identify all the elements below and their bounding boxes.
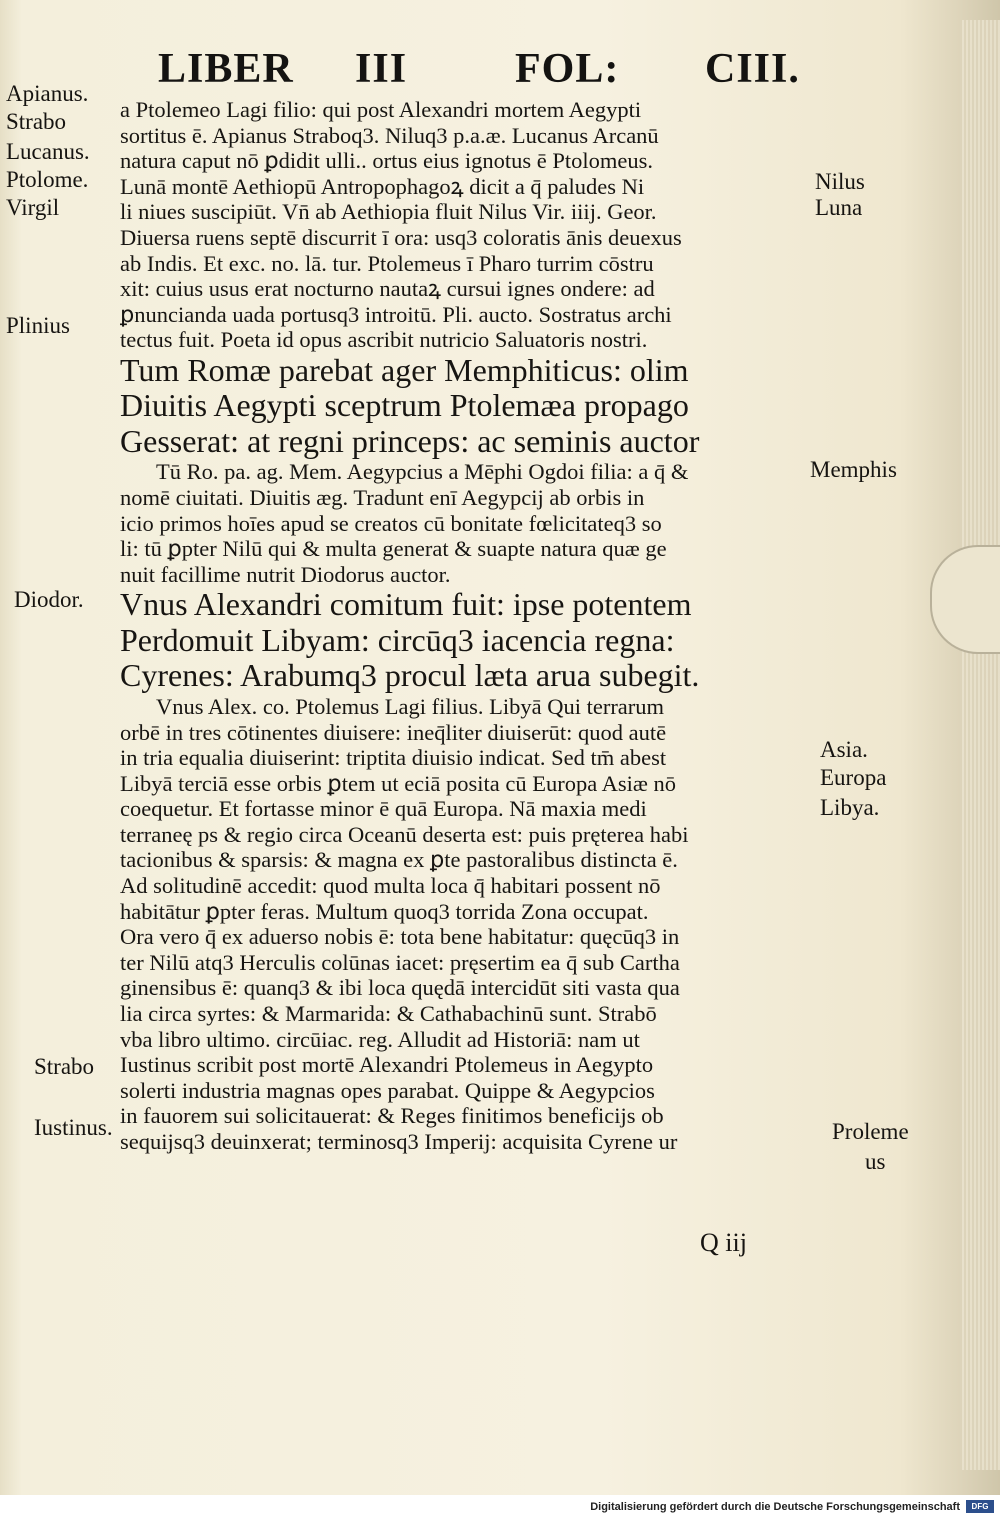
- text-line: xit: cuius usus erat nocturno nautaꝝ cursui ignes ondere: ad: [120, 276, 655, 302]
- footer-text: Digitalisierung gefördert durch die Deutsche Forschungsgemeinschaft: [590, 1501, 960, 1513]
- main-text: [120, 97, 820, 1155]
- margin-note-strabo: Strabo: [6, 109, 67, 134]
- digitization-footer: [0, 1495, 1000, 1520]
- margin-note-europa: Europa: [820, 765, 887, 790]
- text-line: tacionibus & sparsis: & magna ex ꝑte pastoralibus distincta ē.: [120, 847, 678, 873]
- margin-note-asia: Asia.: [820, 737, 868, 762]
- text-line: li niues suscipiūt. Vn̄ ab Aethiopia fluit Nilus Vir. iiij. Geor.: [120, 199, 657, 225]
- text-line: solerti industria magnas opes parabat. Quippe & Aegypcios: [120, 1077, 655, 1103]
- verse-line: Gesserat: at regni princeps: ac seminis auctor: [120, 423, 700, 459]
- text-line: lia circa syrtes: & Marmarida: & Cathabachinū sunt. Strabō: [120, 1001, 657, 1027]
- margin-note-proleme: Proleme: [832, 1119, 909, 1144]
- text-line: icio primos hoīes apud se creatos cū bonitate fœlicitateq3 so: [120, 510, 662, 536]
- text-line: Iustinus scribit post mortē Alexandri Ptolemeus in Aegypto: [120, 1052, 654, 1078]
- text-line: li: tū ꝑpter Nilū qui & multa generat & suapte natura quæ ge: [120, 536, 667, 562]
- margin-note-plinius: Plinius: [6, 313, 70, 338]
- margin-note-libya: Libya.: [820, 795, 880, 820]
- header-liber: LIBER: [158, 46, 294, 92]
- text-line: tectus fuit. Poeta id opus ascribit nutricio Saluatoris nostri.: [120, 327, 648, 353]
- text-line: vba libro ultimo. circūiac. reg. Alludit ad Historiā: nam ut: [120, 1026, 640, 1052]
- verse-line: Perdomuit Libyam: circūq3 iacencia regna:: [120, 622, 675, 658]
- running-head: [0, 45, 1000, 101]
- text-line: ab Indis. Et exc. no. lā. tur. Ptolemeus ī Pharo turrim cōstru: [120, 250, 654, 276]
- margin-note-us: us: [865, 1149, 886, 1174]
- verse-line: Cyrenes: Arabumq3 procul læta arua subegit.: [120, 658, 700, 694]
- verse-line: Diuitis Aegypti sceptrum Ptolemæa propago: [120, 388, 689, 424]
- header-folio-number: CIII.: [705, 46, 800, 92]
- text-line: nomē ciuitati. Diuitis æg. Tradunt enī Aegypcij ab orbis in: [120, 485, 645, 511]
- dfg-logo-icon: DFG: [966, 1500, 994, 1513]
- text-line: ginensibus ē: quanq3 & ibi loca quędā intercidūt siti vasta qua: [120, 975, 680, 1001]
- text-line: natura caput nō ꝑdidit ulli.. ortus eius ignotus ē Ptolomeus.: [120, 148, 653, 174]
- text-line: ꝑnuncianda uada portusq3 introitū. Pli. aucto. Sostratus archi: [120, 301, 672, 327]
- page-edge: [960, 20, 1000, 1470]
- text-line: sortitus ē. Apianus Straboq3. Niluq3 p.a.æ. Lucanus Arcanū: [120, 122, 659, 148]
- bookmark-tab: [930, 545, 1000, 654]
- text-line: ter Nilū atq3 Herculis colūnas iacet: pręsertim ea q̄ sub Cartha: [120, 949, 680, 975]
- margin-note-ptolome: Ptolome.: [6, 167, 89, 192]
- verse-line: Vnus Alexandri comitum fuit: ipse potentem: [120, 587, 692, 623]
- margin-note-iustinus: Iustinus.: [34, 1115, 113, 1140]
- header-fol: FOL:: [515, 46, 620, 92]
- text-line: Diuersa ruens septē discurrit ī ora: usq3 coloratis ānis deuexus: [120, 224, 682, 250]
- margin-note-strabo-2: Strabo: [34, 1054, 95, 1079]
- text-line: Libyā terciā esse orbis ꝑtem ut eciā posita cū Europa Asiæ nō: [120, 770, 677, 796]
- text-line: a Ptolemeo Lagi filio: qui post Alexandri mortem Aegypti: [120, 97, 642, 122]
- margin-note-diodor: Diodor.: [14, 587, 84, 612]
- text-line: habitātur ꝑpter feras. Multum quoq3 torrida Zona occupat.: [120, 898, 649, 924]
- header-book-number: III: [355, 46, 408, 92]
- text-line: Tū Ro. pa. ag. Mem. Aegypcius a Mēphi Ogdoi filia: a q̄ &: [156, 459, 689, 485]
- text-line: coequetur. Et fortasse minor ē quā Europa. Nā maxia medi: [120, 796, 647, 822]
- text-line: Ora vero q̄ ex aduerso nobis ē: tota bene habitatur: quęcūq3 in: [120, 924, 680, 950]
- catchword: Q iij: [700, 1228, 747, 1257]
- text-line: nuit facillime nutrit Diodorus auctor.: [120, 561, 451, 587]
- text-line: Lunā montē Aethiopū Antropophagoꝝ dicit a q̄ paludes Ni: [120, 173, 645, 199]
- margin-note-virgil: Virgil: [6, 195, 60, 220]
- text-line: orbē in tres cōtinentes diuisere: ineq̄liter diuiserūt: quod autē: [120, 719, 667, 745]
- text-line: Ad solitudinē accedit: quod multa loca q̄ habitari possent nō: [120, 873, 661, 899]
- verse-line: Tum Romæ parebat ager Memphiticus: olim: [120, 352, 689, 388]
- text-line: sequijsq3 deuinxerat; terminosq3 Imperij: acquisita Cyrene ur: [120, 1129, 678, 1154]
- margin-note-luna: Luna: [815, 195, 863, 220]
- text-line: Vnus Alex. co. Ptolemus Lagi filius. Libyā Qui terrarum: [156, 693, 665, 719]
- text-line: terraneę ps & regio circa Oceanū deserta est: puis pręterea habi: [120, 821, 689, 847]
- margin-note-memphis: Memphis: [810, 457, 897, 482]
- margin-note-apianus: Apianus.: [6, 81, 89, 106]
- margin-note-lucanus: Lucanus.: [6, 139, 90, 164]
- text-line: in tria equalia diuiserint: triptita diuisio indicat. Sed tm̄ abest: [120, 745, 667, 771]
- text-line: in fauorem sui solicitauerat: & Reges finitimos beneficijs ob: [120, 1103, 664, 1129]
- margin-note-nilus: Nilus: [815, 169, 865, 194]
